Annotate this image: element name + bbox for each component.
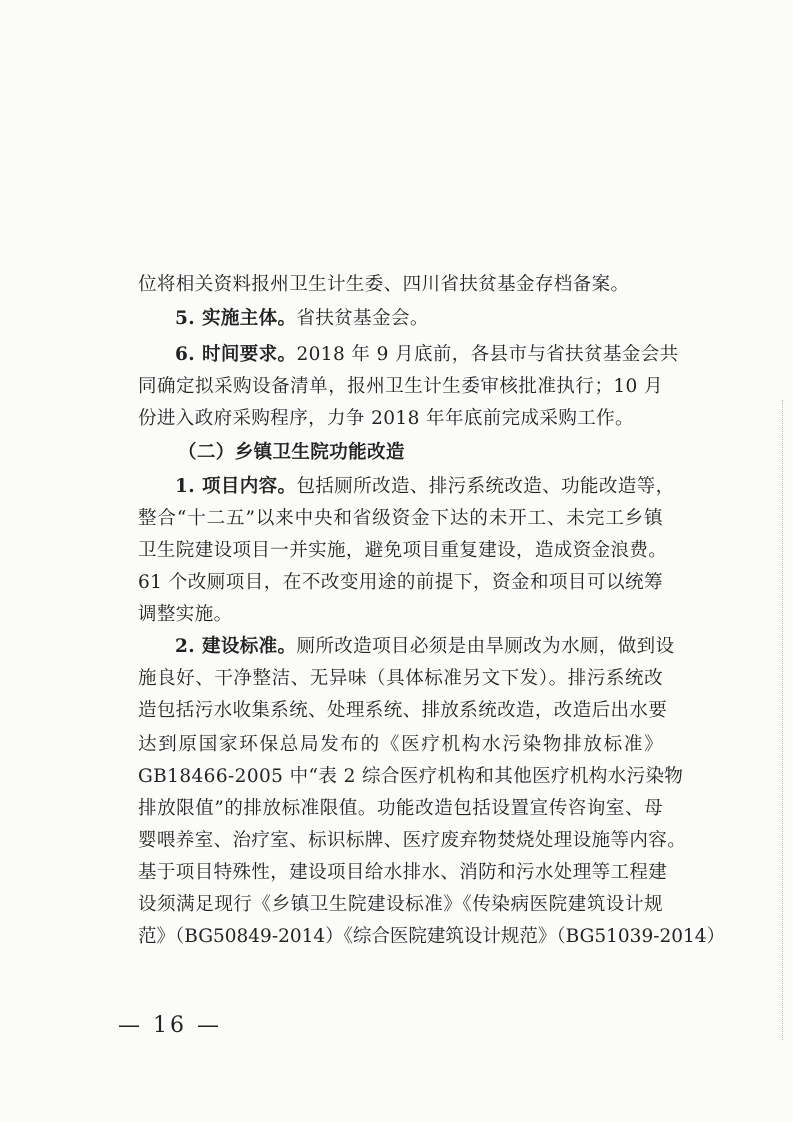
text-line: 设须满足现行《乡镇卫生院建设标准》《传染病医院建筑设计规 — [138, 894, 663, 915]
text-line: 基于项目特殊性，建设项目给水排水、消防和污水处理等工程建 — [138, 862, 668, 883]
text-line: 施良好、干净整洁、无异味（具体标准另文下发）。排污系统改 — [138, 668, 663, 689]
text-line: 整合“十二五”以来中央和省级资金下达的未开工、未完工乡镇 — [138, 508, 663, 529]
text-line: 2. 建设标准。厕所改造项目必须是由旱厕改为水厕，做到设 — [175, 636, 675, 657]
text-line: 调整实施。 — [138, 604, 233, 625]
item-heading: 1. 项目内容。 — [175, 476, 297, 497]
text-line: 排放限值”的排放标准限值。功能改造包括设置宣传咨询室、母 — [138, 798, 663, 819]
scan-edge-dots — [780, 400, 783, 1040]
section-heading: （二）乡镇卫生院功能改造 — [178, 442, 405, 463]
text-line: GB18466-2005 中“表 2 综合医疗机构和其他医疗机构水污染物 — [138, 766, 684, 787]
text-line: 造包括污水收集系统、处理系统、排放系统改造，改造后出水要 — [138, 700, 668, 721]
text-line: 6. 时间要求。2018 年 9 月底前，各县市与省扶贫基金会共 — [175, 344, 679, 365]
text-line: 61 个改厕项目，在不改变用途的前提下，资金和项目可以统筹 — [138, 572, 663, 593]
text-line: 婴喂养室、治疗室、标识标牌、医疗废弃物焚烧处理设施等内容。 — [138, 830, 687, 851]
text-line: 卫生院建设项目一并实施，避免项目重复建设，造成资金浪费。 — [138, 540, 668, 561]
item-heading: 5. 实施主体。 — [175, 308, 297, 329]
text-line: 1. 项目内容。包括厕所改造、排污系统改造、功能改造等， — [175, 476, 675, 497]
text-line: 同确定拟采购设备清单，报州卫生计生委审核批准执行；10 月 — [138, 376, 663, 397]
page-number: — 16 — — [118, 1013, 222, 1038]
text-line: 位将相关资料报州卫生计生委、四川省扶贫基金存档备案。 — [138, 274, 630, 295]
text-line: 达到原国家环保总局发布的《医疗机构水污染物排放标准》 — [138, 734, 663, 755]
item-heading: 6. 时间要求。 — [175, 344, 297, 365]
text-line: 5. 实施主体。省扶贫基金会。 — [175, 308, 429, 329]
text-line: 份进入政府采购程序，力争 2018 年年底前完成采购工作。 — [138, 408, 634, 429]
text-line: 范》（BG50849-2014）《综合医院建筑设计规范》（BG51039-2014） — [138, 926, 726, 947]
item-heading: 2. 建设标准。 — [175, 636, 297, 657]
